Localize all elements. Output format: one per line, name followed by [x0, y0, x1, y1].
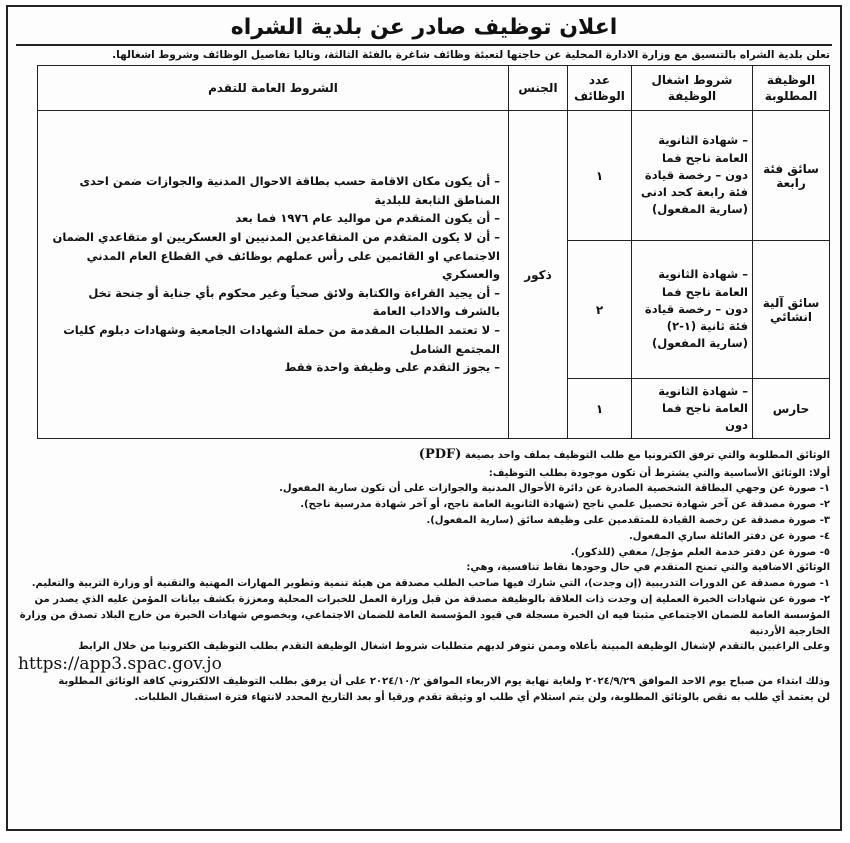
page-title: اعلان توظيف صادر عن بلدية الشراه — [230, 15, 618, 40]
documents-section — [8, 439, 840, 705]
list-item: ٢- صورة مصدقة عن آخر شهادة تحصيل علمي ناجح (شهادة الثانوية العامة ناجح، أو آخر شهادة مدرسية ناجح). — [300, 499, 830, 511]
count-cell: ١ — [568, 111, 632, 241]
title-divider — [16, 44, 832, 46]
application-link[interactable]: https://app3.spac.gov.jo — [18, 655, 222, 674]
apply-instructions: وعلى الراغبين بالتقدم لإشغال الوظيفة المبينة بأعلاه وممن تتوفر لديهم متطلبات شروط اشغال الوظيفة التقدم بطلب التوظيف الكترونيا من خلال الرابط — [78, 641, 830, 653]
condition-item: – أن لا يكون المتقدم من المتقاعدين المدنيين او العسكريين او متقاعدي الضمان الاجتماعي او القائمين على رأس عملهم بوظائف في القطاع العام المدني والعسكري — [52, 229, 500, 282]
documents-lead-text: الوثائق المطلوبة والتي ترفق الكترونيا مع طلب التوظيف بملف واحد بصيغة — [464, 450, 830, 461]
list-item: ١- صورة مصدقة عن الدورات التدريبية (إن وجدت)، التي شارك فيها صاحب الطلب مصدقة من هيئة تنمية وتطوير المهارات المهنية والتقنية أو وزارة التربية والتعليم. — [31, 578, 830, 590]
documents-lead — [18, 445, 830, 466]
header-conditions: الشروط العامة للتقدم — [38, 66, 509, 111]
basic-docs-title: أولا: الوثائق الأساسية والتي يشترط أن تكون موجودة بطلب التوظيف: — [488, 467, 830, 479]
condition-item: – لا تعتمد الطلبات المقدمة من حملة الشهادات الجامعية وشهادات دبلوم كليات المجتمع الشامل — [63, 323, 500, 356]
condition-item: – أن يكون مكان الاقامة حسب بطاقة الاحوال المدنية والجوازات ضمن احدى المناطق التابعة للبلدية — [79, 174, 500, 207]
closing-note: لن يعتمد أي طلب به نقص بالوثائق المطلوبة، ولن يتم استلام أي طلب او وثيقة تقدم ورقيا أو بعد التاريخ المحدد لانتهاء فترة استقبال الطلبات. — [134, 691, 830, 703]
condition-item: – يجوز التقدم على وظيفة واحدة فقط — [284, 360, 500, 375]
requirements-cell: – شهادة الثانوية العامة ناجح فما دون — [632, 379, 753, 439]
header-requirements: شروط اشغال الوظيفة — [632, 66, 753, 111]
announcement-page — [6, 5, 842, 831]
condition-item: – أن يجيد القراءة والكتابة ولائق صحياً وغير محكوم بأي جناية أو جنحة تخل بالشرف والاداب العامة — [88, 285, 500, 319]
table-header-row — [38, 66, 830, 111]
count-cell: ٢ — [568, 241, 632, 379]
conditions-cell — [38, 111, 509, 439]
list-item: ١- صورة عن وجهي البطاقة الشخصية الصادرة عن دائرة الأحوال المدنية والجوازات على أن تكون سارية المفعول. — [279, 483, 830, 495]
list-item: ٤- صورة عن دفتر العائلة ساري المفعول. — [628, 530, 830, 542]
gender-cell: ذكور — [509, 111, 568, 439]
header-count: عدد الوظائف — [568, 66, 632, 111]
list-item: ٢- صورة عن شهادات الخبرة العملية إن وجدت ذات العلاقة بالوظيفة مصدقة من قبل وزارة العمل للخبرات المحلية ومعززة بكشف بيانات المؤمن عليه الذي يصدر من المؤسسة العامة للضمان الاجتماعي مثبتا فيه ان الخبرة مسجلة في قيود المؤسسة العامة للضمان الاجتماعي، وبخصوص شهادات الخبرة من خارج البلاد تصدق من وزارة الخارجية الأردنية — [19, 593, 830, 637]
jobs-table — [37, 65, 830, 439]
list-item: ٥- صورة عن دفتر خدمة العلم مؤجل/ معفي (للذكور). — [570, 546, 830, 558]
extra-docs-title: الوثائق الاضافية والتي تمنح المتقدم في حال وجودها نقاط تنافسية، وهي: — [466, 562, 830, 574]
list-item: ٣- صورة مصدقة عن رخصة القيادة للمتقدمين على وظيفة سائق (سارية المفعول). — [426, 514, 830, 526]
header-gender: الجنس — [509, 66, 568, 111]
job-cell: سائق آلية انشائي — [753, 241, 830, 379]
job-cell: حارس — [753, 379, 830, 439]
header-job: الوظيفة المطلوبة — [753, 66, 830, 111]
application-dates: وذلك ابتداء من صباح يوم الاحد الموافق ٢٠٢٤/٩/٢٩ ولغاية نهاية يوم الاربعاء الموافق ٢٠٢٤/١٠/٢ على أن يرفق بطلب التوظيف الالكتروني كافة الوثائق المطلوبة — [58, 675, 830, 687]
job-cell: سائق فئة رابعة — [753, 111, 830, 241]
requirements-cell: – شهادة الثانوية العامة ناجح فما دون – رخصة قيادة فئة ثانية (١-٢) (سارية المفعول) — [632, 241, 753, 379]
condition-item: – أن يكون المتقدم من مواليد عام ١٩٧٦ فما بعد — [235, 211, 500, 226]
intro-text: تعلن بلدية الشراه بالتنسيق مع وزارة الادارة المحلية عن حاجتها لتعبئة وظائف شاغرة بالفئة الثالثة، وتالياً تفاصيل الوظائف وشروط اشغالها. — [112, 49, 830, 61]
count-cell: ١ — [568, 379, 632, 439]
requirements-cell: – شهادة الثانوية العامة ناجح فما دون – رخصة قيادة فئة رابعة كحد ادنى (سارية المفعول) — [632, 111, 753, 241]
pdf-format-label: (PDF) — [418, 447, 462, 462]
table-row — [38, 111, 830, 241]
